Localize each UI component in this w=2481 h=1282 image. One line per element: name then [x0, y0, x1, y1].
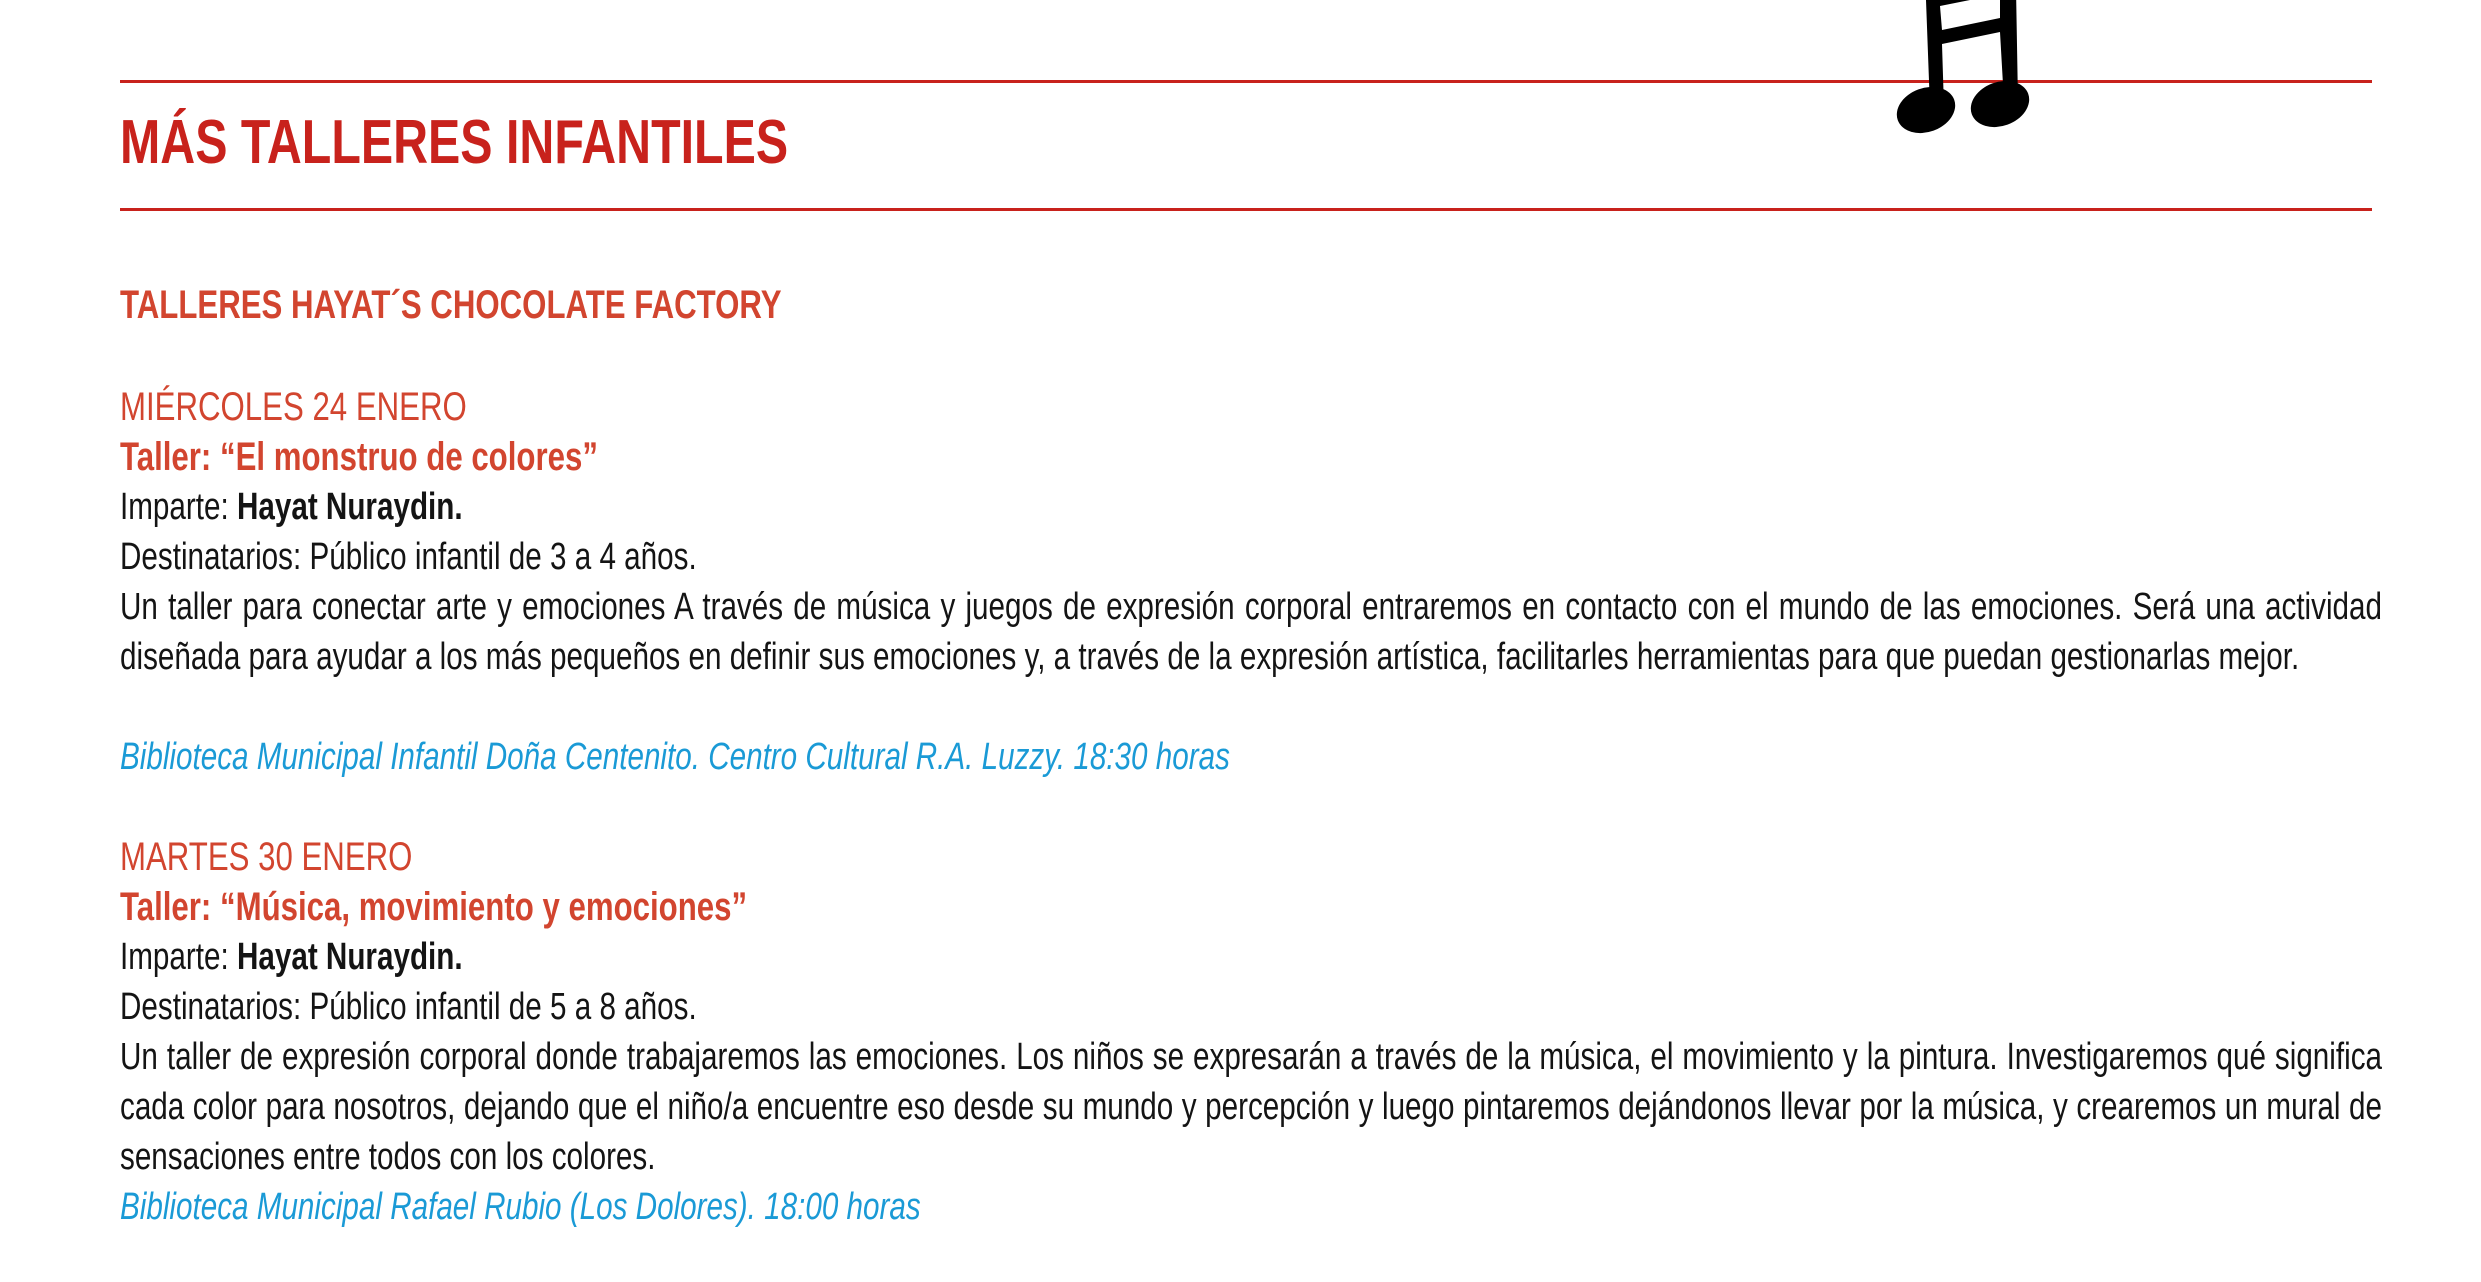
event-2 [120, 832, 2380, 1232]
event-description: Un taller para conectar arte y emociones A través de música y juegos de expresión corporal entraremos en contacto con el mundo de las emociones. Será una actividad diseñada para ayudar a los más pequeños en definir sus emociones y, a través de la expresión artística, facilitarles herramientas para que puedan gestionarlas mejor. [120, 586, 2382, 678]
music-note-icon [1880, 0, 2040, 150]
event-description: Un taller de expresión corporal donde trabajaremos las emociones. Los niños se expresarán a través de la música, el movimiento y la pintura. Investigaremos qué significa cada color para nosotros, dejando que el niño/a encuentre eso desde su mundo y percepción y luego pintaremos dejándonos llevar por la música, y crearemos un mural de sensaciones entre todos con los colores. [120, 1036, 2382, 1178]
event-instructor: Imparte: Hayat Nuraydin. [120, 936, 463, 978]
event-1 [120, 382, 2380, 782]
event-venue: Biblioteca Municipal Infantil Doña Centenito. Centro Cultural R.A. Luzzy. 18:30 horas [120, 736, 1230, 778]
event-audience: Destinatarios: Público infantil de 5 a 8 años. [120, 986, 697, 1028]
event-audience: Destinatarios: Público infantil de 3 a 4 años. [120, 536, 697, 578]
workshop-title: TALLERES HAYAT´S CHOCOLATE FACTORY [120, 283, 782, 327]
top-partial-text [120, 0, 316, 1]
bottom-divider [120, 208, 2372, 211]
section-title: MÁS TALLERES INFANTILES [120, 108, 789, 177]
event-instructor: Imparte: Hayat Nuraydin. [120, 486, 463, 528]
content [120, 280, 2380, 1282]
event-title: Taller: “Música, movimiento y emociones” [120, 885, 748, 929]
event-title: Taller: “El monstruo de colores” [120, 435, 598, 479]
event-date: MIÉRCOLES 24 ENERO [120, 385, 467, 429]
event-venue: Biblioteca Municipal Rafael Rubio (Los Dolores). 18:00 horas [120, 1186, 921, 1228]
event-date: MARTES 30 ENERO [120, 835, 413, 879]
